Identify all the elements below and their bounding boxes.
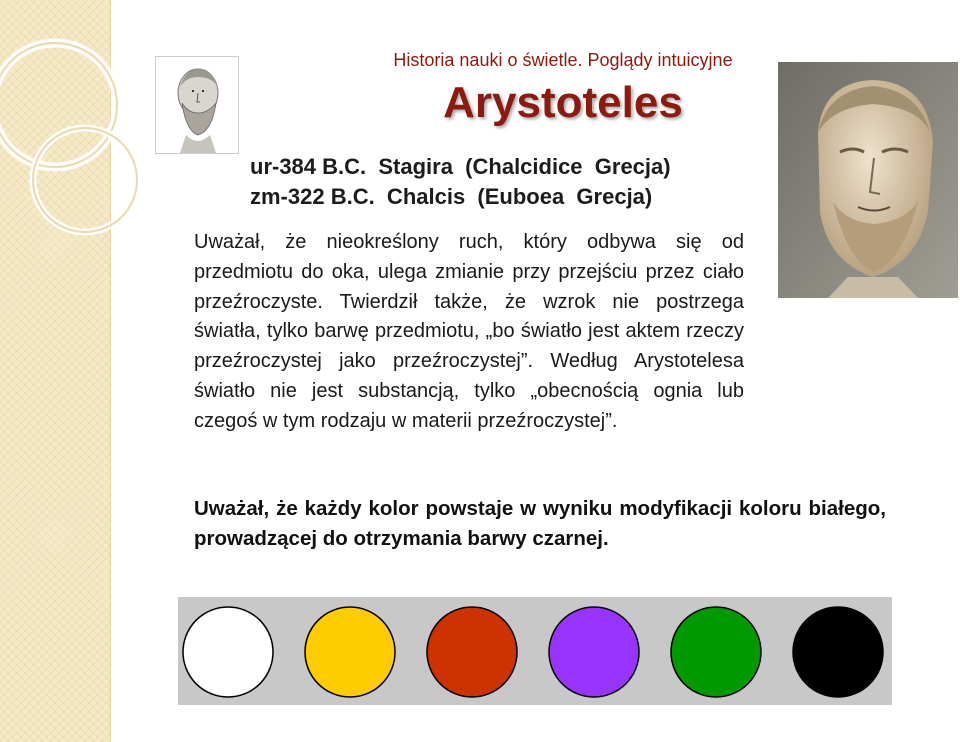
swatch-green (671, 607, 761, 697)
aristotle-bust-small-image (155, 56, 239, 154)
color-swatch-strip (178, 597, 892, 705)
swatch-black (793, 607, 883, 697)
swatch-red (427, 607, 517, 697)
birth-info: ur-384 B.C. Stagira (Chalcidice Grecja) (250, 154, 671, 179)
death-info: zm-322 B.C. Chalcis (Euboea Grecja) (250, 184, 653, 209)
swatch-yellow (305, 607, 395, 697)
body-paragraph: Uważał, że nieokreślony ruch, który odbywa się od przedmiotu do oka, ulega zmianie przy przejściu przez ciało przeźroczyste. Twierdził także, że wzrok nie postrzega światła, tylko barwę przedmiotu, „bo światło jest aktem rzeczy przeźroczystej jako przeźroczystej”. Według Arystotelesa światło nie jest substancją, tylko „obecnością ognia lub czegoś w tym rodzaju w materii przeźroczystej”. (194, 231, 744, 432)
aristotle-bust-large-image (778, 62, 958, 298)
swatch-white (183, 607, 273, 697)
bold-paragraph: Uważał, że każdy kolor powstaje w wyniku modyfikacji koloru białego, prowadzącej do otrzymania barwy czarnej. (194, 497, 886, 550)
slide-subtitle: Historia nauki o świetle. Poglądy intuicyjne (393, 50, 733, 70)
swatch-purple (549, 607, 639, 697)
slide-title: Arystoteles (443, 78, 683, 127)
